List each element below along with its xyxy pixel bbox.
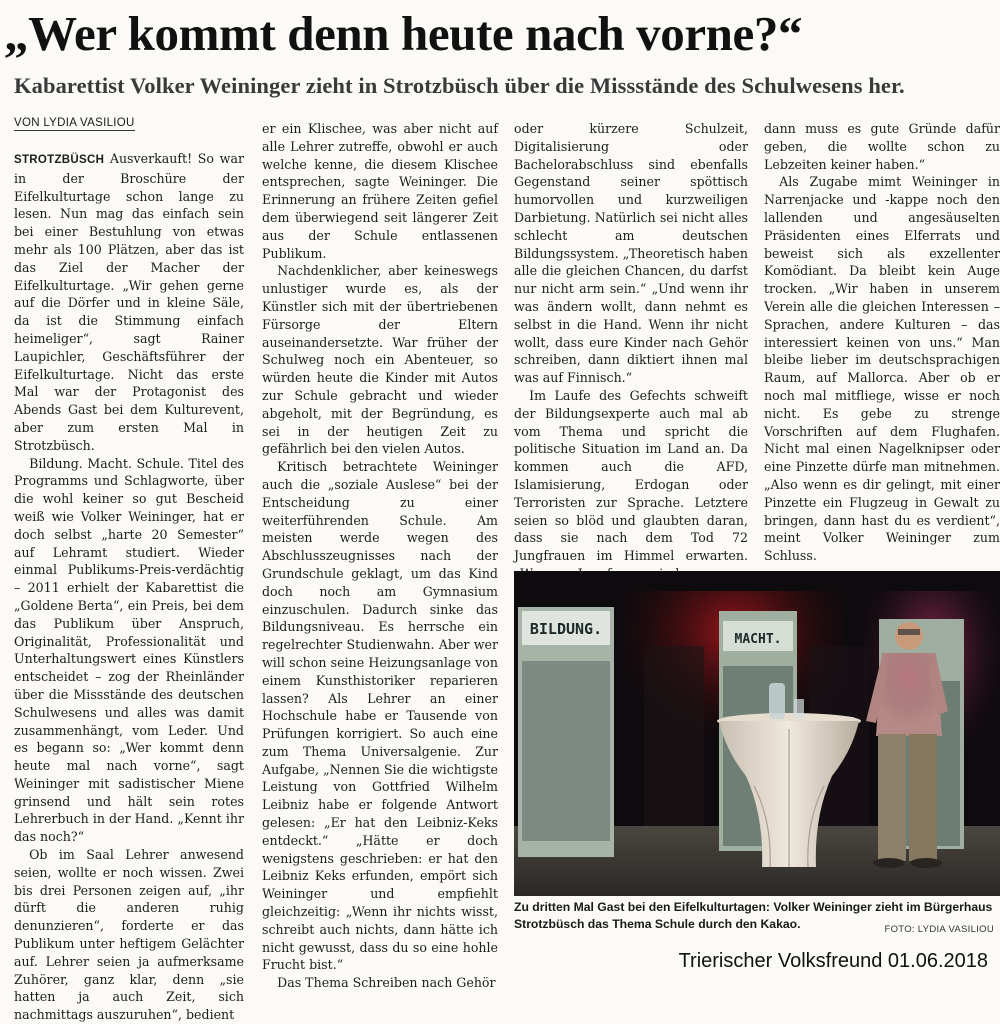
banner-left-text: BILDUNG. — [529, 620, 603, 638]
dateline: STROTZBÜSCH — [14, 154, 105, 166]
article-column-2 — [262, 120, 498, 991]
photo-credit: FOTO: LYDIA VASILIOU — [884, 924, 994, 935]
paragraph: Kritisch betrachtete Weininger auch die „soziale Auslese“ bei der Entscheidung zu einer weiterführenden Schule. Am meisten werde wegen des Abschlusszeugnisses nach der Grundschule geklagt, um das Kind doch noch am Gymnasium einzuschulen. Dadurch sinke das Bildungsniveau. Es herrsche ein regelrechter Studienwahn. Aber wer will schon seine Heizungsanlage von einem Kunsthistoriker reparieren lassen? Als Lehrer an einer Hochschule habe er Tausende von Prüfungen korrigiert. So auch eine zum Thema Universalgenie. Zur Aufgabe, „Nennen Sie die wichtigste Leistung von Gottfried Wilhelm Leibniz habe er folgende Antwort gelesen: „Er hat den Leibniz-Keks entdeckt.“ „Hätte er doch wenigstens geschrieben: er hat den Leibniz Keks erfunden, empört sich Weininger und empfiehlt gleichzeitig: „Wenn ihr nichts wisst, schreibt auch nichts, dann hätte ich nicht gewusst, dass du so eine hohle Frucht bist.“ — [262, 459, 498, 973]
paragraph: dann muss es gute Gründe dafür geben, die wollte schon zu Lebzeiten keiner haben.“ — [764, 121, 1000, 172]
paragraph: Als Zugabe mimt Weininger in Narrenjacke und -kappe noch den lallenden und angesäuselten Präsidenten eines Elferrats und beweist sich als exzellenter Komödiant. Da bleibt kein Auge trocken. „Wir haben in unserem Verein alle die gleichen Interessen – Sprachen, andere Kulturen – das interessiert keinen von uns.“ Man bleibe lieber im deutschsprachigen Raum, auf Mallorca. Aber ob er noch mal mitfliege, wisse er noch nicht. Es gebe zu strenge Vorschriften auf dem Flughafen. Nicht mal einen Nagelknipser oder eine Pinzette dürfe man mitnehmen. „Also wenn es dir gelingt, mit einer Pinzette ein Flugzeug in Gewalt zu bringen, dann hast du es verdient“, meint Volker Weininger zum Schluss. — [764, 174, 1000, 564]
paragraph: Im Laufe des Gefechts schweift der Bildungsexperte auch mal ab vom Thema und spricht die politische Situation im Land an. Da kommen auch die AFD, Islamisierung, Erdogan oder Terroristen zur Sprache. Letztere seien so blöd und glaubten daran, dass sie nach dem Tod 72 Jungfrauen im Himmel erwarten. — [514, 387, 748, 564]
paragraph: Nachdenklicher, aber keineswegs unlustiger wurde es, als der Künstler sich mit der übertriebenen Fürsorge der Eltern auseinandersetzte. War früher der Schulweg noch ein Abenteuer, so würden heute die Kinder mit Autos zur Schule gebracht und wieder abgeholt, mit der Begründung, es sei in der heutigen Zeit zu gefährlich bei den vielen Autos. — [262, 263, 498, 457]
source-note: Trierischer Volksfreund 01.06.2018 — [678, 950, 988, 972]
article-column-1 — [14, 150, 244, 1023]
water-carafe — [769, 683, 785, 719]
stage-scene — [514, 571, 1000, 896]
paragraph — [14, 150, 244, 455]
article-column-4 — [764, 120, 1000, 580]
paragraph-text: Ausverkauft! So war in der Broschüre der Eifelkulturtage schon lange zu lesen. Nun mag das einfach sein bei einer Bestuhlung von etwas mehr als 100 Plätzen, aber das ist das Ziel der Macher der Eifelkulturtage. „Wir gehen gerne auf die Dörfer und in kleine Säle, da ist die Stimmung einfach heimeliger“, sagt Rainer Laupichler, Geschäftsführer der Eifelkulturtage. Nicht das erste Mal war der Protagonist des Abends Gast bei dem Kulturevent, aber zum ersten Mal in Strotzbüsch. — [14, 151, 244, 453]
photo-caption: Zu dritten Mal Gast bei den Eifelkulturtagen: Volker Weininger zieht im Bürgerhaus Strotzbüsch das Thema Schule durch den Kakao. — [514, 900, 993, 931]
paragraph: er ein Klischee, was aber nicht auf alle Lehrer zutreffe, obwohl er auch welche kenne, die diesem Klischee entsprechen, sagte Weininger. Die Erinnerung an frühere Zeiten gefiel dem überwiegend seit längerer Zeit aus der Schule entlassenen Publikum. — [262, 121, 498, 261]
byline: VON LYDIA VASILIOU — [14, 117, 135, 129]
paragraph: Bildung. Macht. Schule. Titel des Programms und Schlagworte, über die wohl keiner so gut Bescheid weiß wie Volker Weininger, hat er doch selbst „harte 20 Semester“ auf Lehramt studiert. Wieder einmal Publikums-Preis-verdächtig – 2011 erhielt der Kabarettist die „Goldene Berta“, ein Preis, bei dem das Publikum über Anspruch, Originalität, Professionalität und Unterhaltungswert eines Künstlers entscheidet – zog der Rheinländer über die Missstände des deutschen Schulwesens und alles was damit zusammenhängt, vom Leder. Und es begann so: „Wer kommt denn heute mal nach vorne“, sagt Weininger mit sadistischer Miene grinsend und hält sein rotes Lehrerbuch in der Hand. „Kennt ihr das noch?“ — [14, 455, 244, 845]
headline: „Wer kommt denn heute nach vorne?“ — [4, 6, 803, 61]
paragraph: Das Thema Schreiben nach Gehör — [277, 975, 496, 991]
article-column-3 — [514, 120, 748, 580]
subheadline: Kabarettist Volker Weininger zieht in Strotzbüsch über die Missstände des Schulwesens her. — [14, 73, 905, 98]
paragraph: oder kürzere Schulzeit, Digitalisierung oder Bachelorabschluss sind ebenfalls Gegenstand seiner spöttisch humorvollen und kurzweiligen Darbietung. Natürlich sei nicht alles schlecht am deutschen Bildungssystem. „Theoretisch haben alle die gleichen Chancen, du darfst nur nicht arm sein.“ „Und wenn ihr was ändern wollt, dann nehmt es selbst in die Hand. Wenn ihr nicht wollt, dass eure Kinder nach Gehör schreiben, dann diktiert ihnen mal was auf Finnisch.“ — [514, 121, 748, 386]
banner-mid-text: MACHT. — [734, 632, 782, 647]
article-photo — [514, 571, 1000, 896]
paragraph: Ob im Saal Lehrer anwesend seien, wollte er noch wissen. Zwei bis drei Personen zeigen auf, „ihr dürft die anderen ruhig denunzieren“, forderte er das Publikum unter heftigem Gelächter auf. Lehrer seien ja aufmerksame Zuhörer, ganz klar, denn „sie hatten ja auch Zeit, sich nachmittags auszuruhen“, bedient — [14, 847, 244, 1023]
